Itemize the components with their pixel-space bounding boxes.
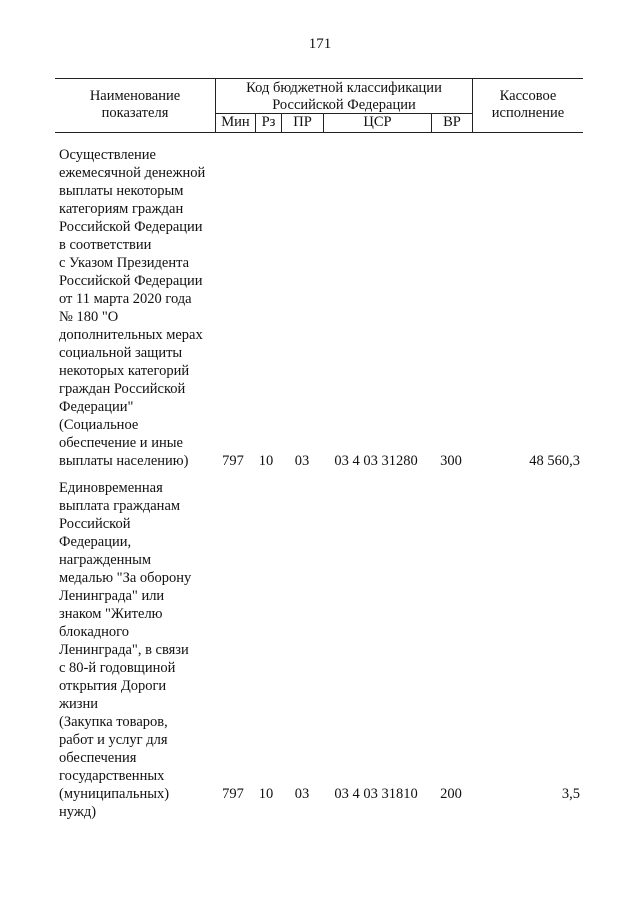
page-number: 171: [308, 36, 332, 52]
row-2-rz: 10: [258, 786, 274, 802]
row-1-min: 797: [222, 453, 244, 469]
row-2-amount: 3,5: [561, 786, 580, 802]
row-1-csr: 03 4 03 31280: [334, 453, 418, 469]
header-execution: Кассовое исполнение: [491, 88, 565, 121]
row-2-vr: 200: [440, 786, 462, 802]
row-1-name: Осуществление ежемесячной денежной выплаты некоторым категориям граждан Российской Федерации в соответствии с Указом Президента Российской Федерации от 11 марта 2020 года № 180 "О дополнительных мерах социальной защиты некоторых категорий граждан Российской Федерации" (Социальное обеспечение и иные выплаты населению): [59, 147, 206, 469]
header-min: Мин: [221, 114, 250, 130]
header-pr: ПР: [293, 114, 312, 130]
row-2-pr: 03: [294, 786, 310, 802]
row-2-name: Единовременная выплата гражданам Российской Федерации, награжденным медалью "За оборону Ленинграда" или знаком "Жителю блокадного Ленинграда", в связи с 80-й годовщиной открытия Дороги жизни (Закупка товаров, работ и услуг для обеспечения государственных (муниципальных) нужд): [59, 480, 192, 820]
table-header: [55, 78, 583, 133]
row-1-rz: 10: [258, 453, 274, 469]
row-1-vr: 300: [440, 453, 462, 469]
header-csr: ЦСР: [363, 114, 392, 130]
header-code-group: Код бюджетной классификации Российской Федерации: [246, 80, 442, 113]
header-vr: ВР: [443, 114, 461, 130]
row-2-min: 797: [222, 786, 244, 802]
row-2-csr: 03 4 03 31810: [334, 786, 418, 802]
header-name: Наименование показателя: [89, 88, 181, 121]
row-1-pr: 03: [294, 453, 310, 469]
row-1-amount: 48 560,3: [529, 453, 580, 469]
header-rz: Рз: [261, 114, 276, 130]
